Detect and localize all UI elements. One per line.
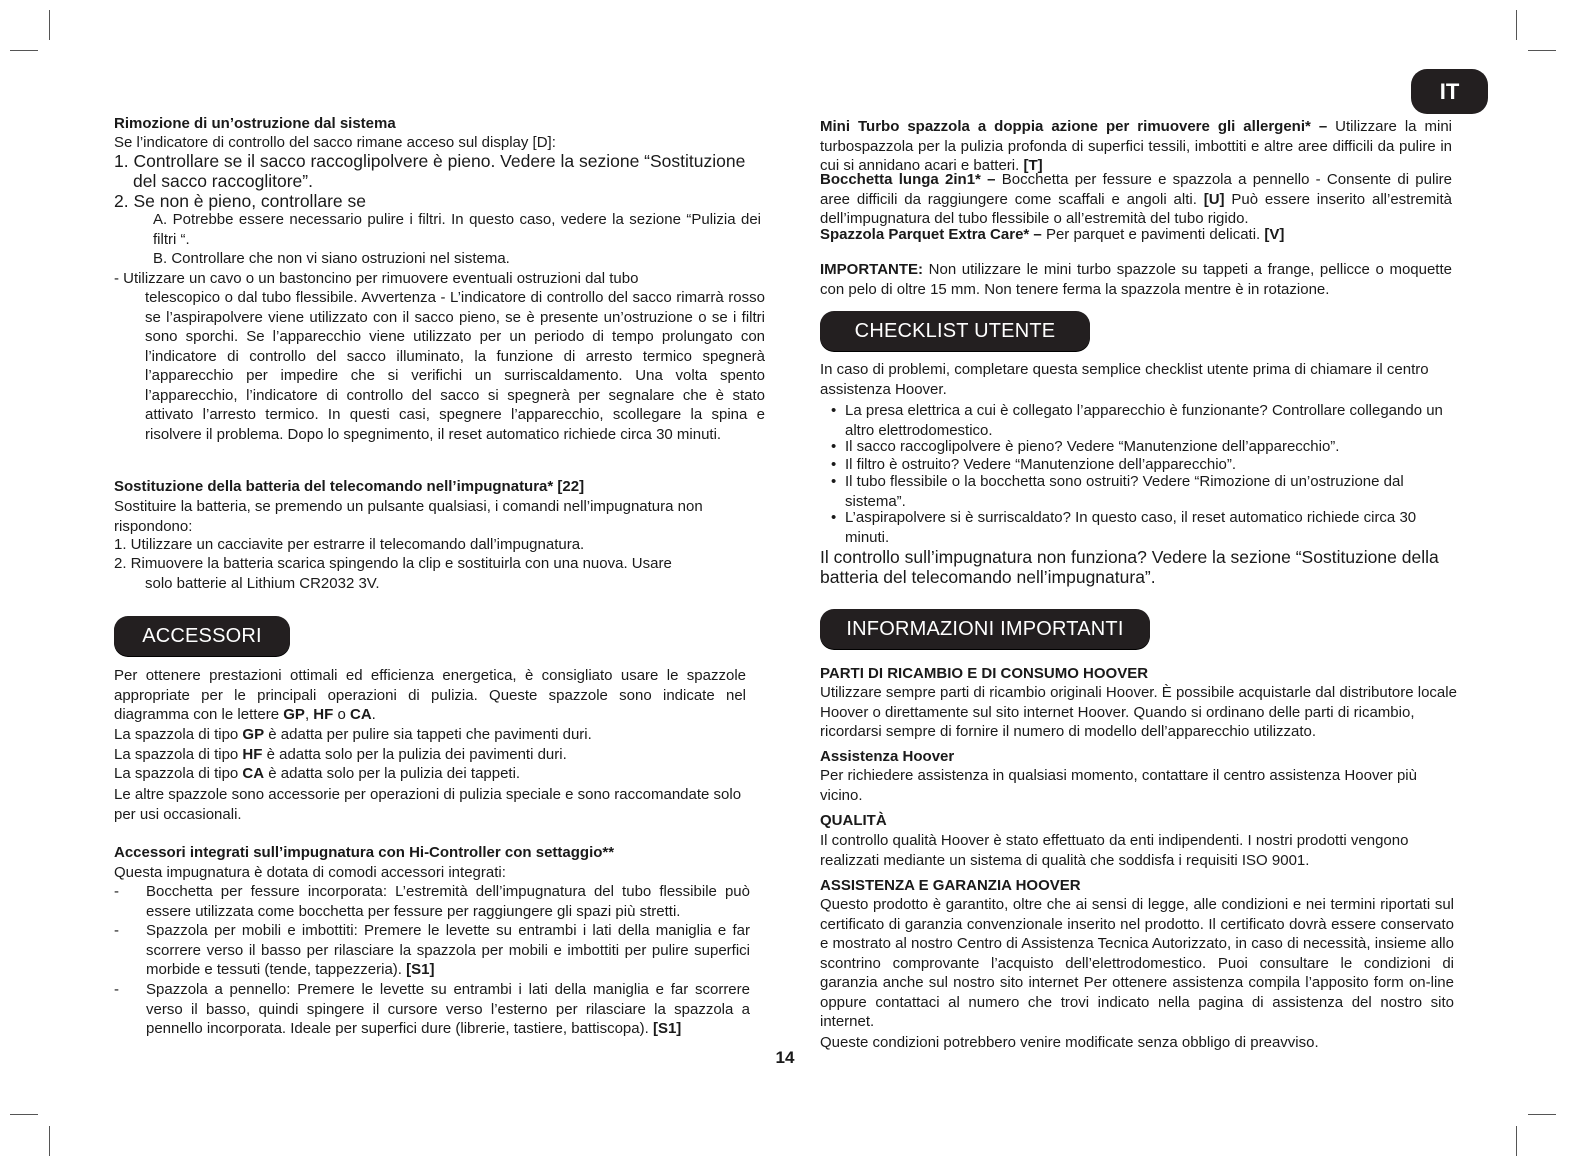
mini-turbo-text: Utilizzare la mini turbospazzola per la pulizia profonda di superfici tessili, imbottiti e altre aree difficili da pulire in cui si annidano acari e batteri. <box>820 118 1452 174</box>
line-suffix: è adatta solo per la pulizia dei tappeti. <box>268 765 521 782</box>
batteria-intro: Sostituire la batteria, se premendo un pulsante qualsiasi, i comandi nell’impugnatura non rispondono: <box>114 498 703 535</box>
code-hf: HF <box>242 746 263 763</box>
section-title-qualita: QUALITÀ <box>820 812 887 829</box>
accessori-integrati-intro: Questa impugnatura è dotata di comodi accessori integrati: <box>114 864 506 881</box>
item-text: Spazzola per mobili e imbottiti: Premere le levette su entrambi i lati della maniglia e far scorrere verso il basso per rilasciare la spazzola per mobili e imbottiti per pulire superfici morbide e tessuti (tende, tappezzeria). <box>146 922 750 978</box>
mini-turbo-title: Mini Turbo spazzola a doppia azione per rimuovere gli allergeni* – <box>820 118 1328 135</box>
period: . <box>371 706 376 723</box>
spazzola-hf-line <box>114 745 567 765</box>
section-title-ostruzione: Rimozione di un’ostruzione dal sistema <box>114 115 396 132</box>
line-prefix: La spazzola di tipo <box>114 726 239 743</box>
line-suffix: è adatta per pulire sia tappeti che pavimenti duri. <box>268 726 592 743</box>
crop-mark <box>49 1126 50 1156</box>
section-title-batteria: Sostituzione della batteria del telecomando nell’impugnatura* [22] <box>114 478 585 495</box>
section-header-checklist: CHECKLIST UTENTE <box>820 311 1090 351</box>
checklist-item: • Il tubo flessibile o la bocchetta sono ostruiti? Vedere “Rimozione di un’ostruzione dal sistema”. <box>845 472 1465 511</box>
figure-ref: [U] <box>1203 190 1225 208</box>
spazzola-ca-line <box>114 764 520 784</box>
accessori-other-brushes: Le altre spazzole sono accessorie per operazioni di pulizia speciale e sono raccomandate solo per usi occasionali. <box>114 786 742 823</box>
checklist-item: • La presa elettrica a cui è collegato l’apparecchio è funzionante? Controllare collegando un altro elettrodomestico. <box>845 401 1475 440</box>
ostruzione-step-2: 2. Se non è pieno, controllare se <box>114 191 366 211</box>
checklist-item: • Il filtro è ostruito? Vedere “Manutenzione dell’apparecchio”. <box>845 455 1475 475</box>
parquet-text: Per parquet e pavimenti delicati. <box>1045 226 1261 243</box>
section-title-assistenza: Assistenza Hoover <box>820 748 955 765</box>
ostruzione-dash-item: - Utilizzare un cavo o un bastoncino per rimuovere eventuali ostruzioni dal tubo <box>114 270 639 287</box>
crop-mark <box>1516 10 1517 40</box>
accessori-paragraph <box>114 666 746 725</box>
ostruzione-step-2a: A. Potrebbe essere necessario pulire i filtri. In questo caso, vedere la sezione “Pulizia dei filtri “. <box>153 211 761 248</box>
bocchetta-text-2: Può essere inserito all’estremità dell’impugnatura del tubo flessibile o all’estremità del tubo rigido. <box>820 190 1452 227</box>
batteria-step-2: 2. Rimuovere la batteria scarica spingendo la clip e sostituirla con una nuova. Usare <box>114 555 672 572</box>
ostruzione-intro: Se l’indicatore di controllo del sacco rimane acceso sul display [D]: <box>114 134 556 151</box>
batteria-step-2-cont: solo batterie al Lithium CR2032 3V. <box>145 575 380 592</box>
crop-mark <box>10 50 38 51</box>
bocchetta-paragraph <box>820 170 1452 229</box>
line-prefix: La spazzola di tipo <box>114 765 239 782</box>
checklist-item: • L’aspirapolvere si è surriscaldato? In questo caso, il reset automatico richiede circa 30 minuti. <box>845 508 1445 547</box>
spazzola-gp-line <box>114 725 592 745</box>
checklist-footer: Il controllo sull’impugnatura non funziona? Vedere la sezione “Sostituzione della batteria del telecomando nell’impugnatura”. <box>820 547 1439 587</box>
bocchetta-title: Bocchetta lunga 2in1* – <box>820 171 996 188</box>
ostruzione-step-2b: B. Controllare che non vi siano ostruzioni nel sistema. <box>153 250 510 267</box>
line-prefix: La spazzola di tipo <box>114 746 239 763</box>
garanzia-text: Questo prodotto è garantito, oltre che ai sensi di legge, alle condizioni e nei termini riportati sul certificato di garanzia convenzionale inserito nel prodotto. Il certificato dovrà essere conservato e mostrato al nostro Centro di Assistenza Tecnica Autorizzato, in caso di necessità, insieme allo scontrino comprovante l’acquisto dell’elettrodomestico. Puoi consultare le condizioni di garanzia anche sul nostro sito internet Per ottenere assistenza compila l’apposito form on-line oppure contattaci al numero che trovi indicato nella pagina di assistenza del nostro sito internet. <box>820 896 1454 1030</box>
ostruzione-step-1-cont: del sacco raccoglitore”. <box>133 171 313 191</box>
code-gp: GP <box>283 706 305 723</box>
code-ca: CA <box>242 765 265 782</box>
assistenza-text: Per richiedere assistenza in qualsiasi momento, contattare il centro assistenza Hoover più vicino. <box>820 767 1417 804</box>
ostruzione-step-1: 1. Controllare se il sacco raccoglipolvere è pieno. Vedere la sezione “Sostituzione <box>114 151 746 171</box>
parquet-title: Spazzola Parquet Extra Care* – <box>820 226 1042 243</box>
ostruzione-dash-item-cont: telescopico o dal tubo flessibile. Avvertenza - L’indicatore di controllo del sacco rimarrà rosso se l’aspirapolvere viene utilizzato con il sacco pieno, se è presente un’ostruzione o se i filtri sono sporchi. Se l’apparecchio viene utilizzato per un periodo di tempo prolungato con l’indicatore di controllo del sacco illuminato, la funzione di arresto termico spegnerà l’apparecchio per impedire che si verifichi un surriscaldamento. Una volta spento l’apparecchio, l’indicatore di controllo del sacco si spegnerà per segnalare che è stato attivato l’arresto termico. In questi casi, spegnere l’apparecchio, scollegare la spina e risolvere il problema. Dopo lo spegnimento, il reset automatico richiede circa 30 minuti. <box>145 289 765 443</box>
section-title-accessori-integrati: Accessori integrati sull’impugnatura con Hi-Controller con settaggio** <box>114 844 615 861</box>
item-text: Spazzola a pennello: Premere le levette su entrambi i lati della maniglia e far scorrere verso il basso, quindi spingere il cursore verso l’esterno per rilasciare la spazzola a pennello incorporata. Ideale per superfici dure (librerie, tastiere, battiscopa). <box>146 981 750 1037</box>
figure-ref: [S1] <box>406 961 435 978</box>
crop-mark <box>1528 1114 1556 1115</box>
line-suffix: è adatta solo per la pulizia dei pavimenti duri. <box>266 746 567 763</box>
parti-text: Utilizzare sempre parti di ricambio originali Hoover. È possibile acquistarle dal distributore locale Hoover o direttamente sul sito internet Hoover. Quando si ordinano delle parti di ricambio, ricordarsi sempre di fornire il numero di modello dell’apparecchio utilizzato. <box>820 684 1457 740</box>
separator: , <box>304 706 310 723</box>
checklist-intro: In caso di problemi, completare questa semplice checklist utente prima di chiamare il centro assistenza Hoover. <box>820 361 1429 398</box>
importante-label: IMPORTANTE: <box>820 261 924 278</box>
parquet-paragraph <box>820 225 1284 245</box>
figure-ref: [S1] <box>652 1020 682 1037</box>
accessori-integrati-item <box>146 921 750 980</box>
checklist-item: • Il sacco raccoglipolvere è pieno? Vedere “Manutenzione dell’apparecchio”. <box>845 437 1475 457</box>
code-ca: CA <box>349 706 372 723</box>
figure-ref: [V] <box>1264 226 1285 243</box>
batteria-step-1: 1. Utilizzare un cacciavite per estrarre il telecomando dall’impugnatura. <box>114 536 585 553</box>
accessori-integrati-item: - Bocchetta per fessure incorporata: L’estremità dell’impugnatura del tubo flessibile può essere utilizzata come bocchetta per fessure per raggiungere gli spazi più stretti. <box>146 882 750 921</box>
code-hf: HF <box>313 706 334 723</box>
crop-mark <box>49 10 50 40</box>
crop-mark <box>1516 1126 1517 1156</box>
importante-text: Non utilizzare le mini turbo spazzole su tappeti a frange, pellicce o moquette con pelo di oltre 15 mm. Non tenere ferma la spazzola mentre è in rotazione. <box>820 261 1452 298</box>
code-gp: GP <box>242 726 265 743</box>
mini-turbo-paragraph <box>820 117 1452 176</box>
importante-paragraph <box>820 260 1452 299</box>
garanzia-note: Queste condizioni potrebbero venire modificate senza obbligo di preavviso. <box>820 1034 1319 1051</box>
section-title-parti: PARTI DI RICAMBIO E DI CONSUMO HOOVER <box>820 665 1149 682</box>
accessori-paragraph-text: Per ottenere prestazioni ottimali ed efficienza energetica, è consigliato usare le spazzole appropriate per le principali operazioni di pulizia. Queste spazzole sono indicate nel diagramma con le lettere <box>114 667 746 723</box>
crop-mark <box>1528 50 1556 51</box>
language-badge: IT <box>1411 69 1488 114</box>
section-title-garanzia: ASSISTENZA E GARANZIA HOOVER <box>820 877 1081 894</box>
figure-ref: [T] <box>1023 157 1043 174</box>
accessori-integrati-item <box>146 980 750 1039</box>
bocchetta-text: Bocchetta per fessure e spazzola a pennello - Consente di pulire aree difficili da raggiungere come scaffali e angoli alti. <box>820 171 1452 208</box>
section-header-informazioni: INFORMAZIONI IMPORTANTI <box>820 609 1150 649</box>
conjunction: o <box>337 706 346 723</box>
section-header-accessori: ACCESSORI <box>114 616 290 656</box>
crop-mark <box>10 1114 38 1115</box>
qualita-text: Il controllo qualità Hoover è stato effettuato da enti indipendenti. I nostri prodotti vengono realizzati mediante un sistema di qualità che soddisfa i requisiti ISO 9001. <box>820 832 1409 869</box>
page-number: 14 <box>775 1048 795 1067</box>
